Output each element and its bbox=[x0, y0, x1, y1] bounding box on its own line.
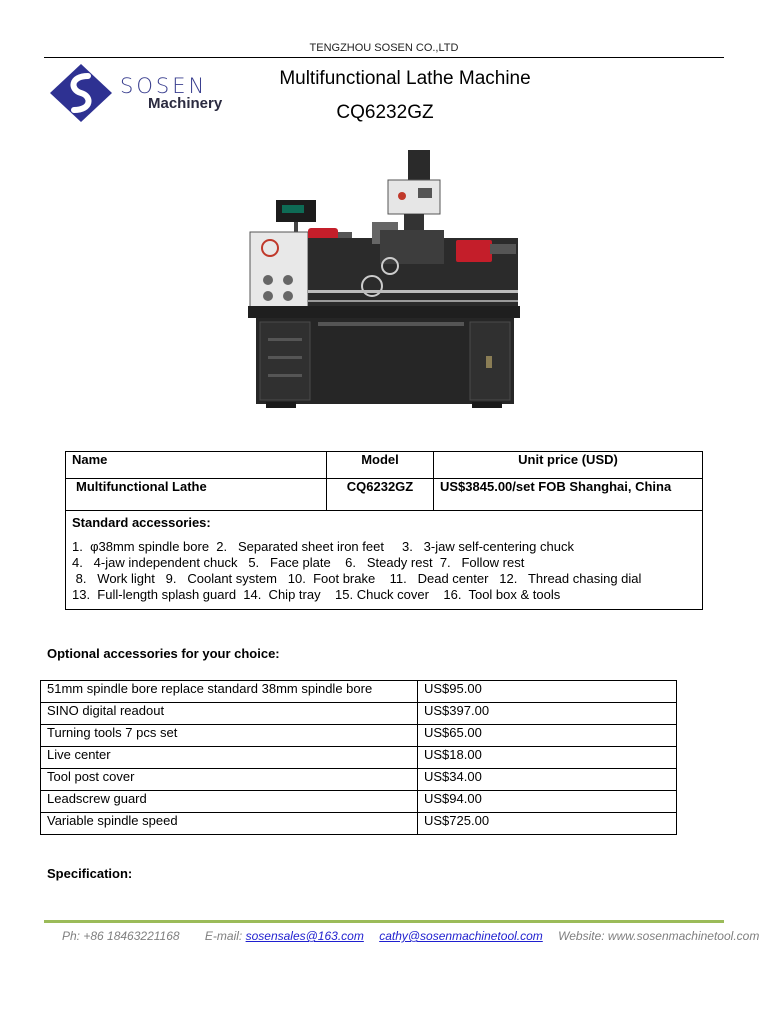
option-name: Turning tools 7 pcs set bbox=[41, 725, 418, 747]
email-link-sales[interactable]: sosensales@163.com bbox=[245, 929, 364, 943]
option-name: 51mm spindle bore replace standard 38mm spindle bore bbox=[41, 681, 418, 703]
accessories-row bbox=[66, 511, 703, 610]
sosen-diamond-icon bbox=[48, 62, 118, 124]
table-row bbox=[41, 725, 677, 747]
footer-email-label: E-mail: bbox=[204, 929, 243, 943]
product-model: CQ6232GZ bbox=[327, 479, 434, 511]
logo-subtitle: Machinery bbox=[148, 95, 223, 112]
option-price: US$18.00 bbox=[418, 747, 677, 769]
specification-label: Specification: bbox=[47, 866, 133, 881]
footer-phone: Ph: +86 18463221168 bbox=[62, 929, 180, 943]
option-price: US$397.00 bbox=[418, 703, 677, 725]
optional-accessories-label: Optional accessories for your choice: bbox=[47, 646, 280, 661]
accessories-title: Standard accessories: bbox=[72, 515, 211, 530]
document-model: CQ6232GZ bbox=[336, 102, 434, 123]
option-price: US$725.00 bbox=[418, 813, 677, 835]
header-unit-price: Unit price (USD) bbox=[434, 452, 703, 479]
lathe-machine-image bbox=[232, 140, 536, 430]
accessories-line: 13. Full-length splash guard 14. Chip tray 15. Chuck cover 16. Tool box & tools bbox=[72, 587, 561, 602]
table-row bbox=[41, 813, 677, 835]
optional-accessories-table bbox=[40, 680, 677, 835]
product-name bbox=[66, 479, 327, 511]
header-divider bbox=[44, 57, 724, 58]
table-row bbox=[41, 681, 677, 703]
footer-contact bbox=[62, 929, 759, 943]
option-name: SINO digital readout bbox=[41, 703, 418, 725]
product-table-header bbox=[66, 452, 703, 479]
accessories-line: 1. φ38mm spindle bore 2. Separated sheet iron feet 3. 3-jaw self-centering chuck bbox=[72, 539, 574, 554]
option-name: Leadscrew guard bbox=[41, 791, 418, 813]
product-price: US$3845.00/set FOB Shanghai, China bbox=[434, 479, 703, 511]
footer-website: Website: www.sosenmachinetool.com bbox=[558, 929, 760, 943]
table-row bbox=[41, 747, 677, 769]
accessories-list bbox=[72, 539, 696, 602]
header-model: Model bbox=[327, 452, 434, 479]
document-title: Multifunctional Lathe Machine bbox=[279, 68, 531, 89]
accessories-line: 4. 4-jaw independent chuck 5. Face plate 6. Steady rest 7. Follow rest bbox=[72, 555, 525, 570]
table-row bbox=[41, 703, 677, 725]
product-name-text: Multifunctional Lathe bbox=[76, 479, 207, 494]
footer-divider bbox=[44, 920, 724, 923]
option-price: US$94.00 bbox=[418, 791, 677, 813]
option-price: US$95.00 bbox=[418, 681, 677, 703]
table-row bbox=[41, 769, 677, 791]
option-name: Variable spindle speed bbox=[41, 813, 418, 835]
option-price: US$65.00 bbox=[418, 725, 677, 747]
email-link-cathy[interactable]: cathy@sosenmachinetool.com bbox=[379, 929, 543, 943]
product-table bbox=[65, 451, 703, 610]
product-row bbox=[66, 479, 703, 511]
accessories-cell bbox=[66, 511, 703, 610]
table-row bbox=[41, 791, 677, 813]
option-name: Tool post cover bbox=[41, 769, 418, 791]
option-name: Live center bbox=[41, 747, 418, 769]
logo-wordmark: SOSEN bbox=[120, 74, 208, 98]
accessories-line: 8. Work light 9. Coolant system 10. Foot brake 11. Dead center 12. Thread chasing dial bbox=[72, 571, 642, 586]
company-name: TENGZHOU SOSEN CO.,LTD bbox=[309, 42, 459, 54]
option-price: US$34.00 bbox=[418, 769, 677, 791]
header-name: Name bbox=[66, 452, 327, 479]
sosen-logo bbox=[48, 62, 238, 124]
